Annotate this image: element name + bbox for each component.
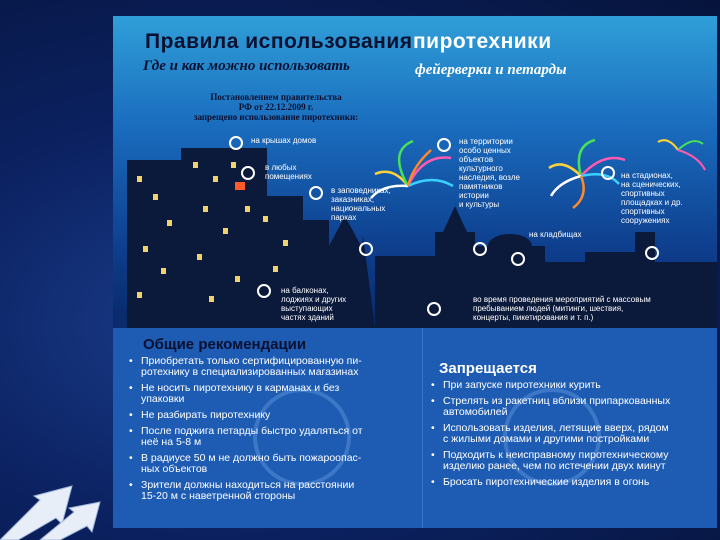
rules-panel — [113, 328, 717, 528]
callout-dot — [645, 246, 659, 260]
list-item: • Бросать пиротехнические изделия в огонь — [431, 477, 717, 488]
label-reserves: в заповедниках, заказниках, национальных парках — [331, 186, 391, 222]
decree-line: Постановлением правительства — [210, 92, 342, 102]
list-item: • При запуске пиротехники курить — [431, 380, 717, 391]
recommendations-list — [129, 356, 409, 507]
callout-dot — [427, 302, 441, 316]
callout-dot — [601, 166, 615, 180]
panel-divider — [422, 328, 423, 528]
callout-dot — [437, 138, 451, 152]
label-events: во время проведения мероприятий с массовым пребыванием людей (митинги, шествия, концерты, пикетирования и т. п.) — [473, 295, 651, 322]
prohibited-list — [431, 380, 717, 493]
fire-window — [235, 182, 245, 190]
callout-dot — [241, 166, 255, 180]
label-roofs: на крышах домов — [251, 136, 317, 145]
list-item: • В радиусе 50 м не должно быть пожароопас- ных объектов — [129, 453, 409, 475]
title-right: пиротехники — [413, 30, 552, 53]
decree-line: РФ от 22.12.2009 г. — [238, 102, 314, 112]
list-item: • Подходить к неисправному пиротехническому изделию ранее, чем по истечении двух минут — [431, 450, 717, 472]
label-premises: в любых помещениях — [265, 163, 312, 181]
callout-dot — [359, 242, 373, 256]
callout-dot — [257, 284, 271, 298]
firework-far-right-icon — [658, 140, 705, 170]
list-item: • Не разбирать пиротехнику — [129, 410, 409, 421]
list-item: • Использовать изделия, летящие вверх, рядом с жилыми домами и другими постройками — [431, 423, 717, 445]
callout-dot — [229, 136, 243, 150]
decree-text — [181, 92, 371, 122]
subtitle-left: Где и как можно использовать — [143, 58, 350, 74]
callout-dot — [473, 242, 487, 256]
recommendations-title: Общие рекомендации — [143, 336, 307, 353]
label-heritage: на территории особо ценных объектов культурного наследия, возле памятников истории и культуры — [459, 137, 520, 209]
callout-dot — [511, 252, 525, 266]
decree-line: запрещено использование пиротехники: — [193, 112, 359, 122]
label-stadiums: на стадионах, на сценических, спортивных площадках и др. спортивных сооружениях — [621, 171, 683, 225]
subtitle-right: фейерверки и петарды — [415, 62, 567, 78]
list-item: • Стрелять из ракетниц вблизи припаркованных автомобилей — [431, 396, 717, 418]
prohibited-title: Запрещается — [439, 360, 537, 377]
list-item: • Не носить пиротехнику в карманах и без упаковки — [129, 383, 409, 405]
title-left: Правила использования — [145, 30, 413, 53]
list-item: • Зрители должны находиться на расстоянии 15-20 м с наветренной стороны — [129, 480, 409, 502]
list-item: • После поджига петарды быстро удаляться от неё на 5-8 м — [129, 426, 409, 448]
label-cemeteries: на кладбищах — [529, 230, 582, 239]
decorative-arrows-icon — [0, 440, 120, 540]
label-balconies: на балконах, лоджиях и других выступающих частях зданий — [281, 286, 347, 322]
list-item: • Приобретать только сертифицированную пи- ротехнику в специализированных магазинах — [129, 356, 409, 378]
callout-dot — [309, 186, 323, 200]
poster — [113, 16, 717, 528]
